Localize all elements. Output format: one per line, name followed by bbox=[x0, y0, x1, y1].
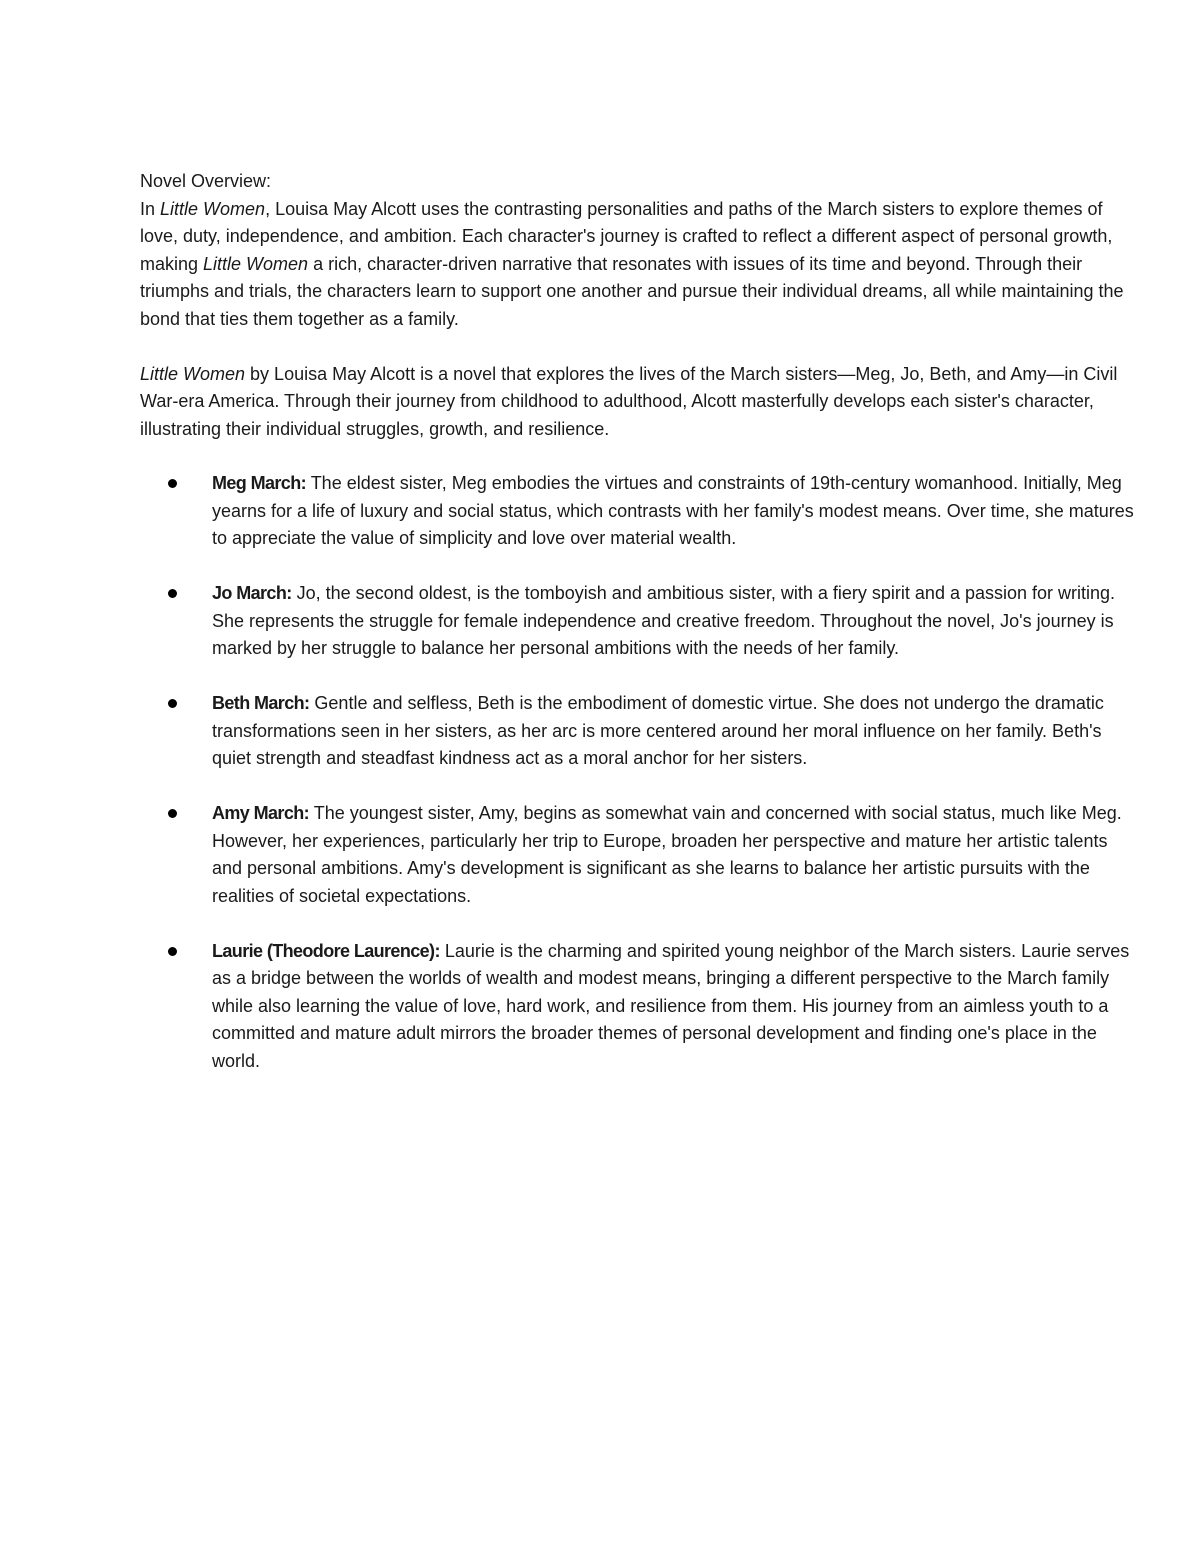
bullet-icon bbox=[168, 479, 177, 488]
book-title: Little Women bbox=[140, 363, 246, 384]
bullet-icon bbox=[168, 809, 177, 818]
character-name: Beth March: bbox=[212, 693, 310, 713]
overview-text-end: a rich, character-driven narrative that resonates with issues of its time and beyond. Through their triumphs and trials, the characters learn to support one another and pursue their individual dreams, all while maintaining the bond that ties them together as a family. bbox=[140, 253, 1124, 329]
list-item bbox=[140, 938, 1140, 1076]
list-item bbox=[140, 800, 1140, 910]
overview-text-pre: In bbox=[140, 198, 161, 219]
list-item bbox=[140, 690, 1140, 773]
book-title: Little Women bbox=[203, 253, 309, 274]
character-description: Jo, the second oldest, is the tomboyish and ambitious sister, with a fiery spirit and a passion for writing. She represents the struggle for female independence and creative freedom. Throughout the novel, Jo's journey is marked by her struggle to balance her personal ambitions with the needs of her family. bbox=[212, 583, 1116, 658]
intro-text: by Louisa May Alcott is a novel that explores the lives of the March sisters—Meg, Jo, Beth, and Amy—in Civil War-era America. Through their journey from childhood to adulthood, Alcott masterfully develops each sister's character, illustrating their individual struggles, growth, and resilience. bbox=[140, 363, 1118, 439]
list-item bbox=[140, 580, 1140, 663]
book-title: Little Women bbox=[160, 198, 266, 219]
character-name: Meg March: bbox=[212, 473, 307, 493]
character-description: Gentle and selfless, Beth is the embodiment of domestic virtue. She does not undergo the dramatic transformations seen in her sisters, as her arc is more centered around her moral influence on her family. Beth's quiet strength and steadfast kindness act as a moral anchor for her sisters. bbox=[212, 693, 1104, 768]
character-name: Jo March: bbox=[212, 583, 292, 603]
overview-text-mid: , Louisa May Alcott uses the contrasting personalities and paths of the March sisters to explore themes of love, duty, independence, and ambition. Each character's journey is crafted to reflect a different aspect of personal growth, making bbox=[140, 198, 1113, 274]
character-description: The eldest sister, Meg embodies the virtues and constraints of 19th-century womanhood. Initially, Meg yearns for a life of luxury and social status, which contrasts with her family's modest means. Over time, she matures to appreciate the value of simplicity and love over material wealth. bbox=[212, 473, 1134, 548]
bullet-icon bbox=[168, 589, 177, 598]
intro-paragraph bbox=[140, 361, 1140, 444]
character-description: Laurie is the charming and spirited young neighbor of the March sisters. Laurie serves as a bridge between the worlds of wealth and modest means, bringing a different perspective to the March family while also learning the value of love, hard work, and resilience from them. His journey from an aimless youth to a committed and mature adult mirrors the broader themes of personal development and finding one's place in the world. bbox=[212, 940, 1130, 1071]
list-item bbox=[140, 470, 1140, 553]
document-page bbox=[140, 168, 1140, 1103]
bullet-icon bbox=[168, 699, 177, 708]
character-list bbox=[140, 470, 1140, 1075]
bullet-icon bbox=[168, 947, 177, 956]
overview-paragraph bbox=[140, 196, 1140, 334]
character-name: Laurie (Theodore Laurence): bbox=[212, 940, 440, 961]
character-description: The youngest sister, Amy, begins as somewhat vain and concerned with social status, much like Meg. However, her experiences, particularly her trip to Europe, broaden her perspective and mature her artistic talents and personal ambitions. Amy's development is significant as she learns to balance her artistic pursuits with the realities of societal expectations. bbox=[212, 803, 1122, 906]
overview-heading: Novel Overview: bbox=[140, 171, 272, 191]
character-name: Amy March: bbox=[212, 803, 310, 823]
paragraph-gap bbox=[140, 333, 1140, 361]
